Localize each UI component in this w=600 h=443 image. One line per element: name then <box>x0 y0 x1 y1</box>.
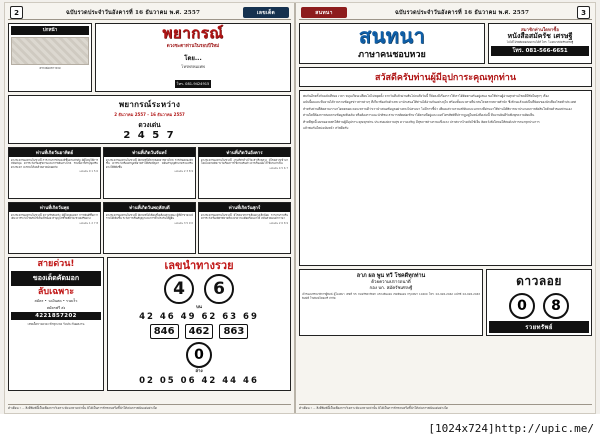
forecast-cell-body: ดวงชะตาของท่านในช่วงนี้ งานที่ทำค้างไว้จะสำเร็จลุล่วง มีโชคลาภเข้ามาโดยไม่คาดคิด ระวังเรื่องการใช้จ่ายเกินตัว ควรเก็บออมไว้ใช้ยามจำเป็น <box>201 157 288 166</box>
daoloy-title: ดาวลอย <box>516 274 562 288</box>
article-paragraph: แล้วพบกันใหม่ฉบับหน้า สวัสดีครับ <box>303 126 349 131</box>
forecast-title-block <box>95 23 291 92</box>
right-date-line: ฉบับรวดประจำวันอังคารที่ 16 ธันวาคม พ.ศ. 2557 <box>394 9 530 16</box>
forecast-cell-body: ดวงชะตาของท่านในช่วงนี้ ความรักสมหวัง มีผู้ใหญ่เมตตา การเงินดีขึ้นกว่าเดิม ควรระวังโรคภัยไข้เจ็บเล็กน้อย ทำบุญไถ่ชีวิตสัตว์จะช่วยเสริมดวง <box>11 212 98 221</box>
forecast-cell-head: ท่านที่เกิดวันอาทิตย์ <box>9 148 100 157</box>
left-page <box>5 3 296 413</box>
right-bottom-row <box>299 269 592 336</box>
forecast-byline: โดย... <box>184 54 202 62</box>
lucky-circle: 4 <box>164 274 194 304</box>
daoloy-footer: รวยทรัพย์ <box>489 321 589 333</box>
forecast-cell-head: ท่านที่เกิดวันศุกร์ <box>199 203 290 212</box>
daoloy-number: 0 <box>509 293 535 319</box>
left-page-number: 2 <box>10 6 23 19</box>
subscription-ad <box>488 23 592 64</box>
conversation-masthead <box>299 23 485 64</box>
right-page-number: 3 <box>577 6 590 19</box>
forecast-title: พยากรณ์ <box>162 24 224 42</box>
forecast-cell <box>8 147 101 199</box>
left-bottom-row <box>8 257 291 391</box>
forecast-cell-foot: เลขเด่น 4 5 6 7 <box>269 166 288 170</box>
forecast-row-2 <box>8 202 291 254</box>
forecast-cell-head: ท่านที่เกิดวันพฤหัสบดี <box>104 203 195 212</box>
left-masthead-logo: เลขเด็ด <box>243 7 289 18</box>
hotline-headline: สายด่วน! <box>37 258 75 269</box>
forecast-cell <box>8 202 101 254</box>
right-header-bar <box>299 6 592 20</box>
daoloy-panel <box>486 269 592 336</box>
lucky-two-digit-row: 42 46 49 62 63 69 <box>139 311 259 322</box>
left-cover-thumb <box>8 23 92 92</box>
article-paragraph: ท้ายที่สุดนี้ ผมขออวยพรให้ท่านผู้มีอุปการะคุณทุกท่าน ประสบแต่ความสุข ความเจริญ มีสุขภาพร่างกายแข็งแรง ปราศจากโรคภัยไข้เจ็บ คิดหวังสิ่งใดขอให้สมดังปรารถนาทุกประการ <box>303 119 540 124</box>
forecast-cell-foot: เลขเด่น 2 6 8 9 <box>269 221 288 225</box>
signoff-sub: ด้วยความปรารถนาดี <box>371 280 411 285</box>
forecast-cell-foot: เลขเด่น 3 5 9 0 <box>174 221 193 225</box>
right-warning: คำเตือน ! ... สิ่งตีพิมพ์นี้เป็นเพียงการวิเคราะห์แนวทางเท่านั้น มิได้เป็นการชักชวนหรือชี้นำให้เล่นการพนันแต่อย่างใด <box>299 404 592 411</box>
forecast-phone: โทร. 081-9424915 <box>176 81 210 86</box>
forecast-cell <box>198 147 291 199</box>
lucky-triple: 462 <box>185 324 214 339</box>
hotline-tagline: ลับเฉพาะ <box>37 286 75 297</box>
signoff-head: ลาภ ผล พูน ทวี โชคดีทุกท่าน <box>356 273 426 279</box>
left-top-row <box>8 23 291 92</box>
article-paragraph: พบกันอีกครั้งกับฉบับที่สอง เวลา หมุนเวียนเปลี่ยนไปไม่หยุดยั้ง จากวันที่แล้วผ่านพ้นไปจนถึงวันนี้ ก็ยังคงมีเรื่องราวให้เราได้ติดตามกันอยู่เสมอ ขอให้ท่านผู้อ่านทุกท่านโชคดีมีชัยในทุกๆ เรื่อง <box>303 94 549 98</box>
period-heading: พยากรณ์ระหว่าง <box>118 98 181 109</box>
subscription-ad-sub: ไม่ได้โปรดติดต่อสอบถามได้ที่ โทร. โฆษณาสมัครัชเศรษฐี <box>506 39 574 44</box>
subscription-ad-phone: โทร. 081-566-6651 <box>491 46 589 56</box>
lucky-three-digit-row <box>110 324 288 339</box>
right-top-row <box>299 23 592 64</box>
forecast-cell <box>198 202 291 254</box>
right-page <box>296 3 595 413</box>
conversation-title: สนทนา <box>358 24 426 48</box>
forecast-cell-body: ดวงชะตาของท่านในช่วงนี้ การงานการเงินจะดีขึ้นตามลำดับ มีผู้ใหญ่ให้การสนับสนุน ควรระวังเรื่องสุขภาพและการเดินทางไกล ช่วงนี้ควรทำบุญเสริมดวงชะตา จะช่วยให้แคล้วคลาดปลอดภัย <box>11 157 98 169</box>
daoloy-number: 8 <box>543 293 569 319</box>
editorial-greeting: สวัสดีครับท่านผู้มีอุปการะคุณทุกท่าน <box>299 67 592 87</box>
lucky-circle: 6 <box>204 274 234 304</box>
subscription-ad-title: สมาชิกท่านใดหาซื้อ <box>520 28 559 33</box>
hotline-subheadline: ของเด็ดคัดมอก <box>11 271 101 286</box>
forecast-author: โหรพรหมเทพ <box>181 63 205 69</box>
cover-photo-placeholder <box>11 37 89 65</box>
daoloy-numbers <box>489 293 589 319</box>
left-header-bar <box>8 6 291 20</box>
hotline-signup: สมัครฟรี ส่ง <box>46 305 66 310</box>
forecast-cell-foot: เลขเด่น 0 1 5 6 <box>79 169 98 173</box>
lucky-bottom-circle: 0 <box>186 342 212 368</box>
lucky-heading: เลขนำทางรวย <box>164 258 234 272</box>
right-masthead-logo: สนทนา <box>301 7 347 18</box>
lucky-top-circles <box>110 274 288 304</box>
image-credit-text: [1024x724]http://upic.me/ <box>428 422 594 435</box>
hotline-footnote: เลขเด็ดรายงวด เข้าทุกงวด รับประกันผลงาน <box>27 321 85 326</box>
highlight-numbers: 2 4 5 7 <box>123 129 176 141</box>
imprint-text: เจ้าของบรรณาธิการผู้พิมพ์ ผู้โฆษณา เลขที่ 55 ถนนรัชดาภิเษก แขวงดินแดง เขตดินแดง กรุงเทพฯ 10400 โทร. 02-926-2462 แฟกซ์ 02-926-2463 พิมพ์ที่ โรงพิมพ์ไทยเสรี จำกัด <box>302 292 480 300</box>
article-paragraph: ฉบับนี้ผมและทีมงานได้รวบรวมข้อมูลข่าวสารต่างๆ ที่เกี่ยวข้องกับตัวเลข มานำเสนอให้ท่านได้อ่านกันอย่างจุใจ พร้อมทั้งแนวทางที่น่าสนใจหลากหลายสำนัก ซึ่งล้วนแล้วแต่เป็นที่นิยมของนักเสี่ยงโชคทั่วประเทศ <box>303 100 576 105</box>
forecast-cell-body: ดวงชะตาของท่านในช่วงนี้ มีเกณฑ์ได้เลื่อนขั้นเลื่อนตำแหน่ง ผู้ที่ค้าขายจะมีรายได้เพิ่มขึ้น ระวังการเซ็นสัญญาและการค้ำประกันให้ผู้อื่น <box>106 212 193 221</box>
cover-caption: ตรวจสอบข่าวหวย <box>39 66 61 70</box>
left-date-line: ฉบับรวดประจำวันอังคารที่ 16 ธันวาคม พ.ศ. 2557 <box>65 9 201 16</box>
forecast-cell-body: ดวงชะตาของท่านในช่วงนี้ มีโชคจากการเสี่ยงดวงเล็กน้อย การงานราบรื่น ควรระวังเรื่องมิตรสหายที่จะนำความเดือดร้อนมาให้ หมั่นสวดมนต์ภาวนา <box>201 212 288 221</box>
article-paragraph: ท่านใดที่ต้องการสอบถามข้อมูลเพิ่มเติม หรือต้องการแนะนำติชม สามารถติดต่อเข้ามาได้ตามที่อยู่และเบอร์โทรศัพท์ที่ปรากฏอยู่ในหนังสือเล่มนี้ ทีมงานยินดีรับฟังทุกความคิดเห็น <box>303 113 535 118</box>
forecast-cell <box>103 147 196 199</box>
forecast-cell-head: ท่านที่เกิดวันอังคาร <box>199 148 290 157</box>
highlight-label: ดวงเด่น <box>138 120 161 129</box>
lucky-triple: 863 <box>219 324 248 339</box>
conversation-subtitle: ภาษาคนชอบหวย <box>358 50 426 60</box>
lucky-number-panel <box>107 257 291 391</box>
hotline-features: สมัคร • วงเงินสด • รวดเร็ว <box>34 298 78 303</box>
editorial-article <box>299 90 592 266</box>
forecast-cell <box>103 202 196 254</box>
forecast-cell-foot: เลขเด่น 2 3 8 9 <box>174 169 193 173</box>
forecast-cell-body: ดวงชะตาของท่านในช่วงนี้ มีเกณฑ์ได้ลาภลอยจากทางไกล การเงินคล่องตัวขึ้น ควรระวังเรื่องคำพูดที่อาจทำให้เกิดปัญหา หมั่นทำบุญตักบาตรจะเสริมดวงให้ดียิ่งขึ้น <box>106 157 193 169</box>
forecast-cell-foot: เลขเด่น 1 2 7 8 <box>79 221 98 225</box>
forecast-cell-head: ท่านที่เกิดวันจันทร์ <box>104 148 195 157</box>
lucky-top-label: บน <box>196 304 202 310</box>
image-credit-bar <box>0 414 600 443</box>
subscription-ad-headline: หนังสือสมัครัช เศรษฐี <box>507 32 573 40</box>
hotline-ad <box>8 257 104 391</box>
editorial-signoff <box>299 269 483 336</box>
article-paragraph: สำหรับท่านที่ติดตามเรามาโดยตลอด คงจะทราบดีว่าเรานำเสนอข้อมูลอย่างตรงไปตรงมา ไม่มีการชี้นำ เพียงแต่รวบรวมสถิติและแนวทางที่ผ่านมาให้ท่านได้พิจารณาประกอบการตัดสินใจด้วยตัวของท่านเอง <box>303 106 572 111</box>
lucky-bottom-label: ล่าง <box>195 368 203 374</box>
forecast-cell-head: ท่านที่เกิดวันพุธ <box>9 203 100 212</box>
period-range: 2 ธันวาคม 2557 - 16 ธันวาคม 2557 <box>114 111 185 117</box>
scanned-newspaper-spread <box>4 2 596 414</box>
left-warning: คำเตือน ! ... สิ่งตีพิมพ์นี้เป็นเพียงการวิเคราะห์แนวทางเท่านั้น มิได้เป็นการชักชวนหรือชี้นำให้เล่นการพนันแต่อย่างใด <box>8 404 291 411</box>
forecast-subtitle: ดวงชะตาท่านในรอบปีใหม่ <box>166 43 220 49</box>
forecast-row-1 <box>8 147 291 199</box>
cover-brand-label: ปกหน้า <box>11 26 89 35</box>
lucky-bottom-row: 02 05 06 42 44 46 <box>139 375 259 386</box>
forecast-period-banner <box>8 95 291 144</box>
lucky-triple: 846 <box>150 324 179 339</box>
signoff-org: กอง บก. สมัครัชเศรษฐี <box>369 285 413 291</box>
hotline-phone: 4221857202 <box>11 312 101 320</box>
